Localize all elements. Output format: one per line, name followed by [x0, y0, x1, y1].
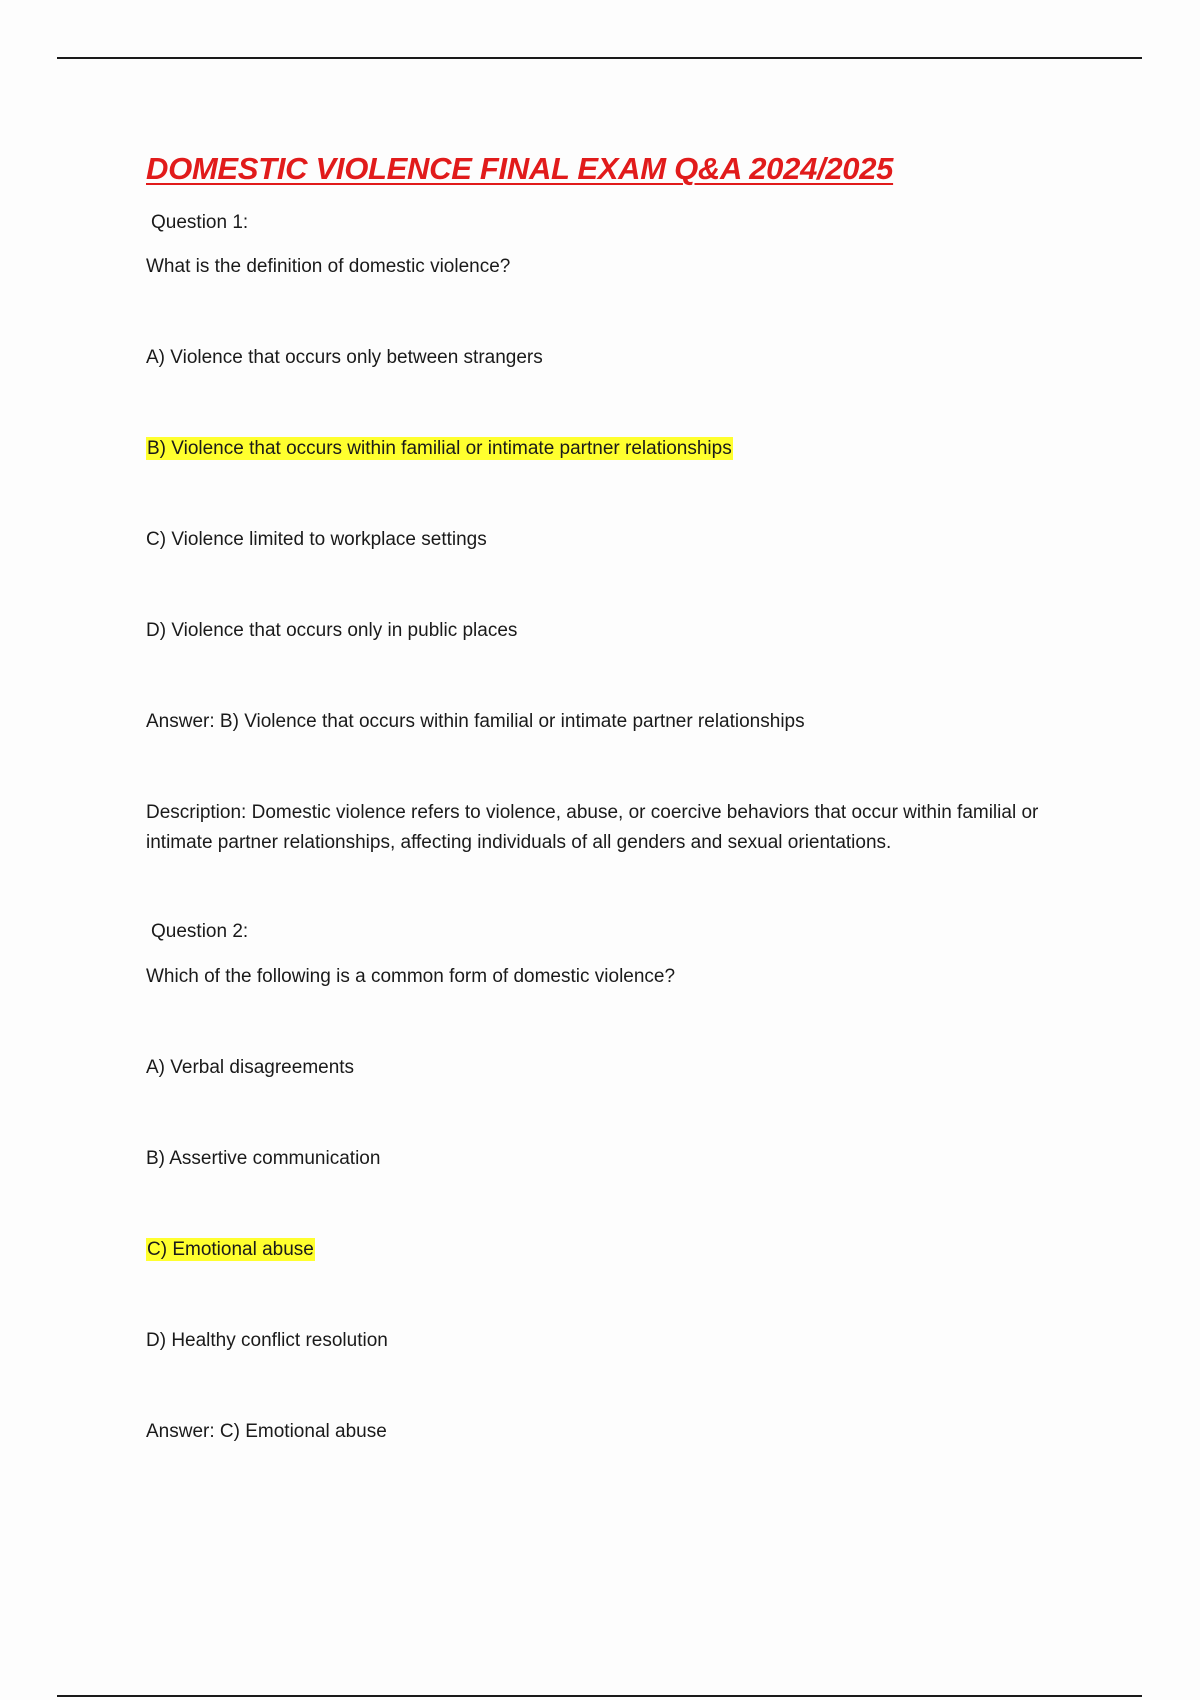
question-1-prompt: What is the definition of domestic violence?	[146, 256, 511, 277]
question-2-option-c-highlight: C) Emotional abuse	[147, 1239, 314, 1260]
question-1-description: Description: Domestic violence refers to violence, abuse, or coercive behaviors that occur within familial or intimate partner relationships, affecting individuals of all genders and sexual orientations.	[146, 802, 1039, 853]
question-1-option-c: C) Violence limited to workplace settings	[146, 529, 487, 550]
document-title: DOMESTIC VIOLENCE FINAL EXAM Q&A 2024/2025	[146, 151, 894, 186]
question-1-answer: Answer: B) Violence that occurs within familial or intimate partner relationships	[146, 711, 805, 732]
question-1-option-d: D) Violence that occurs only in public places	[146, 620, 518, 641]
question-2-option-d: D) Healthy conflict resolution	[146, 1330, 388, 1351]
footer-rule	[57, 1695, 1142, 1697]
question-2-prompt: Which of the following is a common form of domestic violence?	[146, 966, 676, 987]
question-1-option-a: A) Violence that occurs only between strangers	[146, 347, 543, 368]
question-1-option-b	[146, 434, 733, 464]
question-2-option-b: B) Assertive communication	[146, 1148, 381, 1169]
question-2-option-c	[146, 1235, 315, 1265]
question-1-option-b-highlight: B) Violence that occurs within familial or intimate partner relationships	[147, 438, 732, 459]
question-2-option-a: A) Verbal disagreements	[146, 1057, 355, 1078]
question-1-label: Question 1:	[151, 212, 249, 233]
question-2-label: Question 2:	[151, 921, 249, 942]
header-rule	[57, 57, 1142, 59]
question-2-answer: Answer: C) Emotional abuse	[146, 1421, 387, 1442]
